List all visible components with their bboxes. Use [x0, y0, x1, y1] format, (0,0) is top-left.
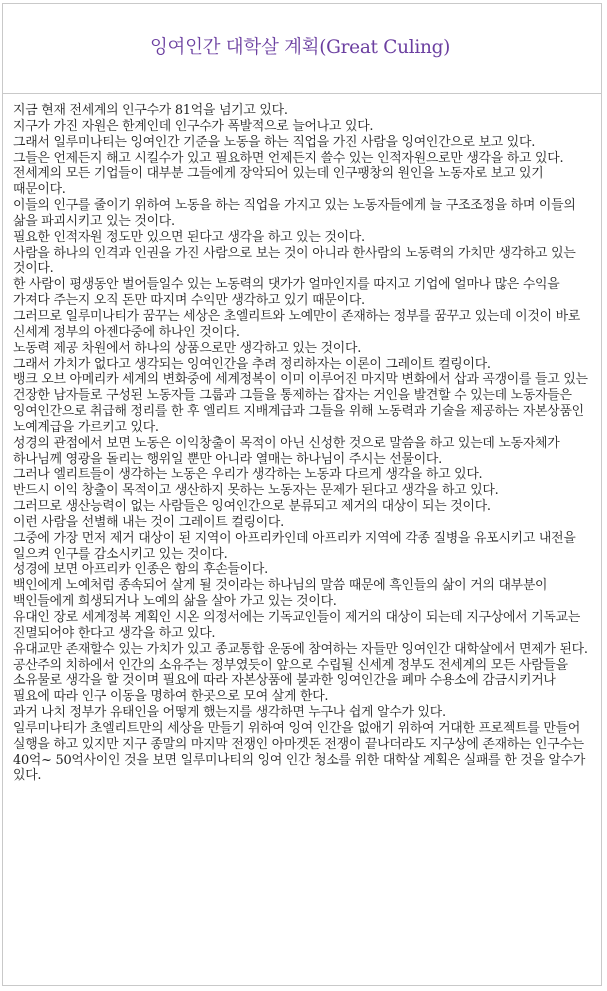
paragraph: 반드시 이익 창출이 목적이고 생산하지 못하는 노동자는 문제가 된다고 생각을 하고 있다.	[13, 483, 499, 499]
paragraph: 그들은 언제든지 해고 시킬수가 있고 필요하면 언제든지 쓸수 있는 인적자원으로만 생각을 하고 있다.	[13, 150, 564, 166]
paragraph: 그래서 일루미나티는 잉여인간 기준을 노동을 하는 직업을 가진 사람을 잉여인간으로 보고 있다.	[13, 134, 536, 150]
paragraph: 그러나 엘리트들이 생각하는 노동은 우리가 생각하는 노동과 다르게 생각을 하고 있다.	[13, 467, 483, 483]
article-frame	[2, 3, 602, 986]
paragraph: 그중에 가장 먼저 제거 대상이 된 지역이 아프리카인데 아프리카 지역에 각종 질병을 유포시키고 내전을 일으켜 인구를 감소시키고 있는 것이다.	[13, 530, 576, 562]
paragraph: 백인에게 노예처럼 종속되어 살게 될 것이라는 하나님의 말씀 때문에 흑인들의 삶이 거의 대부분이 백인들에게 희생되거나 노예의 삶을 살아 가고 있는 것이다.	[13, 578, 548, 610]
paragraph: 필요한 인적자원 정도만 있으면 된다고 생각을 하고 있는 것이다.	[13, 229, 365, 245]
paragraph: 지금 현재 전세계의 인구수가 81억을 넘기고 있다.	[13, 103, 288, 118]
paragraph: 성경의 관점에서 보면 노동은 이익창출이 목적이 아닌 신성한 것으로 말씀을 하고 있는데 노동자체가 하나님께 영광을 돌리는 행위일 뿐만 아니라 열매는 하나님이 주시는 선물이다.	[13, 435, 560, 467]
paragraph: 그래서 가치가 없다고 생각되는 잉여인간을 추려 정리하자는 이론이 그레이트 컬링이다.	[13, 356, 491, 372]
paragraph: 이들의 인구를 줄이기 위하여 노동을 하는 직업을 가지고 있는 노동자들에게 늘 구조조정을 하며 이들의 삶을 파괴시키고 있는 것이다.	[13, 198, 576, 229]
paragraph: 지구가 가진 자원은 한계인데 인구수가 폭발적으로 늘어나고 있다.	[13, 118, 374, 134]
article-body	[3, 94, 601, 784]
paragraph: 이런 사람을 선별해 내는 것이 그레이트 컬링이다.	[13, 514, 284, 530]
article-title: 잉여인간 대학살 계획(Great Culing)	[149, 36, 451, 58]
paragraph: 일루미나티가 초엘리트만의 세상을 만들기 위하여 잉여 인간을 없애기 위하여 거대한 프로젝트를 만들어 실행을 하고 있지만 지구 종말의 마지막 전쟁인 아마겟돈 전쟁이 끝나더라도 지구상에 존재하는 인구수는 40억~ 50억사이인 것을 보면 일루미나티의 잉여 인간 청소를 위한 대학살 계획은 실패를 한 것을 알수가 있다.	[13, 720, 586, 784]
paragraph: 성경에 보면 아프리카 인종은 함의 후손들이다.	[13, 562, 268, 578]
paragraph: 사람을 하나의 인격과 인권을 가진 사람으로 보는 것이 아니라 한사람의 노동력의 가치만 생각하고 있는 것이다.	[13, 245, 576, 277]
paragraph: 뱅크 오브 아메리카 세계의 변화중에 세계정복이 이미 이루어진 마지막 변화에서 삽과 곡갱이를 들고 있는 건장한 남자들로 구성된 노동자들 그룹과 그들을 통제하는 잡자는 거인을 발견할 수 있는데 노동자들은 잉여인간으로 취급해 정리를 한 후 엘리트 지배계급과 그들을 위해 노동력과 기술을 제공하는 자본상품인 노예계급을 가르키고 있다.	[13, 372, 588, 435]
paragraph: 그러므로 생산능력이 없는 사람들은 잉여인간으로 분류되고 제거의 대상이 되는 것이다.	[13, 499, 491, 515]
article-header	[3, 4, 601, 94]
paragraph: 한 사람이 평생동안 벌어들일수 있는 노동력의 댓가가 얼마인지를 따지고 기업에 얼마나 많은 수익을 가져다 주는지 오직 돈만 따지며 수익만 생각하고 있기 때문이다.	[13, 277, 560, 309]
paragraph: 과거 나치 정부가 유태인을 어떻게 했는지를 생각하면 누구나 쉽게 알수가 있다.	[13, 705, 446, 721]
paragraph: 공산주의 치하에서 인간의 소유주는 정부였듯이 앞으로 수립될 신세계 정부도 전세계의 모든 사람들을 소유물로 생각을 할 것이며 필요에 따라 자본상품에 불과한 잉여인간을 폐마 수용소에 감금시키거나 필요에 따라 인구 이동을 명하여 한곳으로 모여 살게 한다.	[13, 657, 568, 705]
paragraph: 유대교만 존재할수 있는 가치가 있고 종교통합 운동에 참여하는 자들만 잉여인간 대학살에서 면제가 된다.	[13, 641, 588, 657]
paragraph: 유대인 장로 세계정복 계획인 시온 의정서에는 기독교인들이 제거의 대상이 되는데 지구상에서 기독교는 진멸되어야 한다고 생각을 하고 있다.	[13, 610, 581, 641]
paragraph: 전세계의 모든 기업들이 대부분 그들에게 장악되어 있는데 인구팽창의 원인을 노동자로 보고 있기 때문이다.	[13, 166, 544, 198]
paragraph: 노동력 제공 차원에서 하나의 상품으로만 생각하고 있는 것이다.	[13, 340, 362, 356]
paragraph: 그러므로 일루미나티가 꿈꾸는 세상은 초엘리트와 노예만이 존재하는 정부를 꿈꾸고 있는데 이것이 바로 신세계 정부의 아젠다중에 하나인 것이다.	[13, 308, 581, 340]
